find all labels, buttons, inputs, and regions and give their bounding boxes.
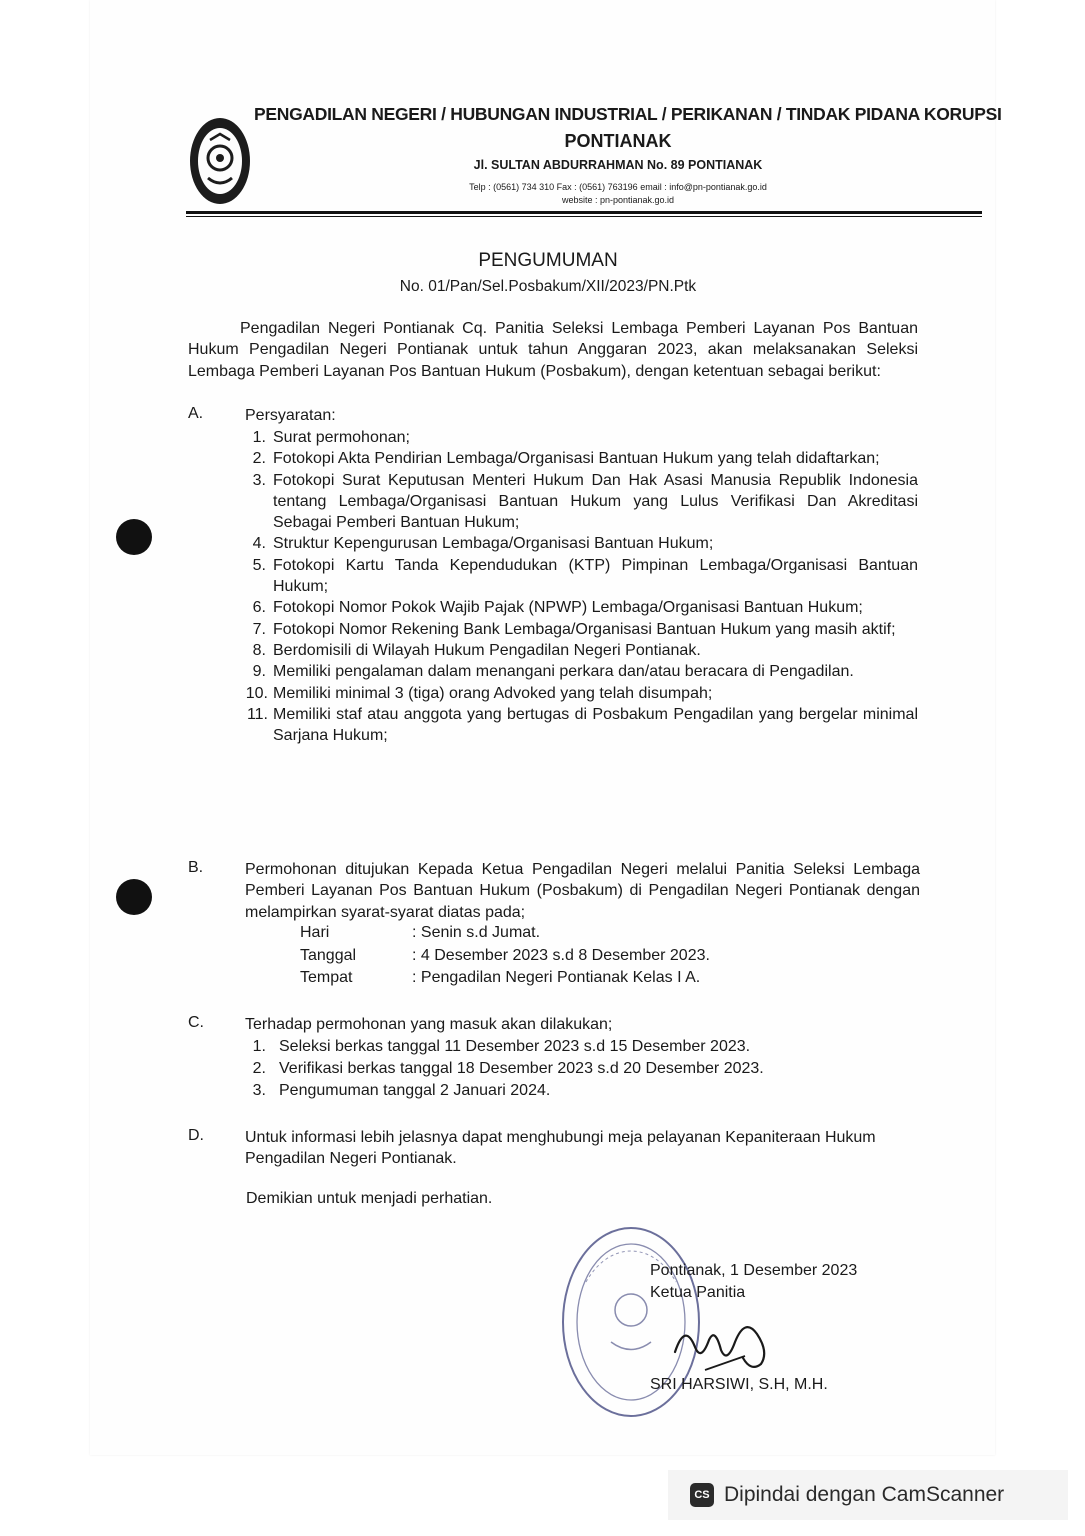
list-item bbox=[236, 640, 918, 661]
letterhead-institution: PENGADILAN NEGERI / HUBUNGAN INDUSTRIAL / PERIKANAN / TINDAK PIDANA KORUPSI bbox=[254, 104, 1002, 124]
list-item bbox=[236, 1036, 918, 1058]
punch-hole-bottom bbox=[116, 879, 152, 915]
intro-paragraph bbox=[188, 318, 918, 382]
signature-role: Ketua Panitia bbox=[650, 1284, 746, 1301]
watermark-text: Dipindai dengan CamScanner bbox=[724, 1483, 1005, 1506]
list-item-text: Seleksi berkas tanggal 11 Desember 2023 s.d 15 Desember 2023. bbox=[279, 1038, 751, 1055]
list-item-number: 8. bbox=[252, 641, 266, 659]
signature-name: SRI HARSIWI, S.H, M.H. bbox=[650, 1376, 828, 1393]
list-item-text: Fotokopi Akta Pendirian Lembaga/Organisasi Bantuan Hukum yang telah didaftarkan; bbox=[273, 450, 880, 468]
list-item bbox=[236, 1058, 918, 1080]
list-item bbox=[236, 661, 918, 682]
schedule-key: Tanggal bbox=[300, 946, 357, 964]
list-item-text: Fotokopi Nomor Pokok Wajib Pajak (NPWP) Lembaga/Organisasi Bantuan Hukum; bbox=[273, 599, 863, 617]
list-item-number: 3. bbox=[252, 471, 266, 489]
list-item bbox=[236, 704, 918, 747]
list-item-number: 10. bbox=[245, 684, 268, 702]
letterhead-contact: Telp : (0561) 734 310 Fax : (0561) 763196 email : info@pn-pontianak.go.id bbox=[469, 182, 767, 192]
section-b-text: Permohonan ditujukan Kepada Ketua Pengadilan Negeri melalui Panitia Seleksi Lembaga Pemberi Layanan Pos Bantuan Hukum (Posbakum) di Pengadilan Negeri Pontianak dengan melampirkan syarat-syarat diatas pada; bbox=[245, 861, 920, 921]
camscanner-logo-icon: CS bbox=[690, 1483, 714, 1507]
list-item bbox=[236, 619, 918, 640]
schedule-key: Tempat bbox=[300, 969, 353, 986]
list-item-number: 1. bbox=[252, 1038, 266, 1055]
section-d-letter: D. bbox=[188, 1127, 204, 1144]
list-item-number: 2. bbox=[252, 450, 266, 468]
list-item bbox=[236, 683, 918, 704]
section-b-letter: B. bbox=[188, 859, 204, 876]
list-item-text: Fotokopi Surat Keputusan Menteri Hukum Dan Hak Asasi Manusia Republik Indonesia tentang Lembaga/Organisasi Bantuan Hukum yang Lulus Verifikasi Dan Akreditasi Sebagai Pemberi Bantuan Hukum; bbox=[273, 471, 918, 532]
scanner-watermark bbox=[668, 1470, 1068, 1520]
list-item-text: Verifikasi berkas tanggal 18 Desember 2023 s.d 20 Desember 2023. bbox=[279, 1060, 764, 1077]
list-item-number: 3. bbox=[252, 1082, 266, 1099]
list-item-number: 2. bbox=[252, 1060, 266, 1077]
list-item-number: 9. bbox=[252, 663, 266, 681]
section-c-letter: C. bbox=[188, 1014, 204, 1031]
list-item-number: 5. bbox=[252, 556, 266, 574]
list-item-number: 4. bbox=[252, 535, 266, 553]
schedule-value: : 4 Desember 2023 s.d 8 Desember 2023. bbox=[412, 946, 710, 964]
letterhead-rule-thick bbox=[186, 211, 982, 214]
letterhead-city: PONTIANAK bbox=[564, 131, 672, 151]
list-item-number: 11. bbox=[246, 705, 268, 723]
document-number: No. 01/Pan/Sel.Posbakum/XII/2023/PN.Ptk bbox=[399, 278, 697, 295]
list-item-text: Struktur Kepengurusan Lembaga/Organisasi Bantuan Hukum; bbox=[273, 535, 714, 553]
section-a-letter: A. bbox=[188, 405, 204, 422]
list-item bbox=[236, 448, 918, 469]
intro-text: Pengadilan Negeri Pontianak Cq. Panitia Seleksi Lembaga Pemberi Layanan Pos Bantuan Hukum Pengadilan Negeri Pontianak untuk tahun Anggaran 2023, akan melaksanakan Seleksi Lembaga Pemberi Layanan Pos Bantuan Hukum (Posbakum), dengan ketentuan sebagai berikut: bbox=[188, 320, 918, 380]
schedule-value: : Senin s.d Jumat. bbox=[412, 924, 541, 941]
signature-place-date: Pontianak, 1 Desember 2023 bbox=[650, 1262, 858, 1279]
process-list bbox=[236, 1036, 918, 1102]
list-item-number: 7. bbox=[252, 620, 266, 638]
list-item-text: Berdomisili di Wilayah Hukum Pengadilan Negeri Pontianak. bbox=[273, 641, 701, 659]
section-a-heading: Persyaratan: bbox=[245, 407, 336, 424]
letterhead-rule-thin bbox=[186, 216, 982, 217]
list-item-text: Fotokopi Kartu Tanda Kependudukan (KTP) Pimpinan Lembaga/Organisasi Bantuan Hukum; bbox=[273, 556, 918, 596]
punch-hole-top bbox=[116, 519, 152, 555]
section-d-text: Untuk informasi lebih jelasnya dapat menghubungi meja pelayanan Kepaniteraan Hukum Pengadilan Negeri Pontianak. bbox=[245, 1129, 876, 1168]
list-item-text: Fotokopi Nomor Rekening Bank Lembaga/Organisasi Bantuan Hukum yang masih aktif; bbox=[273, 620, 896, 638]
schedule-value: : Pengadilan Negeri Pontianak Kelas I A. bbox=[412, 969, 701, 986]
section-c-text: Terhadap permohonan yang masuk akan dilakukan; bbox=[245, 1016, 613, 1033]
list-item bbox=[236, 533, 918, 554]
submission-schedule bbox=[300, 922, 710, 990]
list-item bbox=[236, 555, 918, 598]
list-item bbox=[236, 597, 918, 618]
schedule-key: Hari bbox=[300, 924, 330, 941]
list-item bbox=[236, 1080, 918, 1102]
handwritten-signature-icon bbox=[665, 1312, 785, 1372]
list-item-text: Memiliki minimal 3 (tiga) orang Advoked yang telah disumpah; bbox=[273, 684, 713, 702]
document-title: PENGUMUMAN bbox=[478, 250, 618, 271]
schedule-row bbox=[300, 922, 710, 945]
list-item-text: Memiliki pengalaman dalam menangani perkara dan/atau beracara di Pengadilan. bbox=[273, 663, 854, 681]
list-item bbox=[236, 427, 918, 448]
requirements-list bbox=[236, 427, 918, 746]
list-item-number: 1. bbox=[252, 429, 266, 446]
letterhead-website: website : pn-pontianak.go.id bbox=[561, 195, 675, 205]
schedule-row bbox=[300, 945, 710, 968]
list-item-text: Surat permohonan; bbox=[273, 429, 410, 446]
list-item-text: Memiliki staf atau anggota yang bertugas di Posbakum Pengadilan yang bergelar minimal Sarjana Hukum; bbox=[273, 705, 918, 745]
schedule-row bbox=[300, 967, 710, 990]
list-item-number: 6. bbox=[252, 599, 266, 617]
list-item-text: Pengumuman tanggal 2 Januari 2024. bbox=[279, 1082, 551, 1099]
closing-sentence: Demikian untuk menjadi perhatian. bbox=[246, 1190, 493, 1207]
letterhead-address: Jl. SULTAN ABDURRAHMAN No. 89 PONTIANAK bbox=[473, 158, 763, 172]
list-item bbox=[236, 470, 918, 534]
